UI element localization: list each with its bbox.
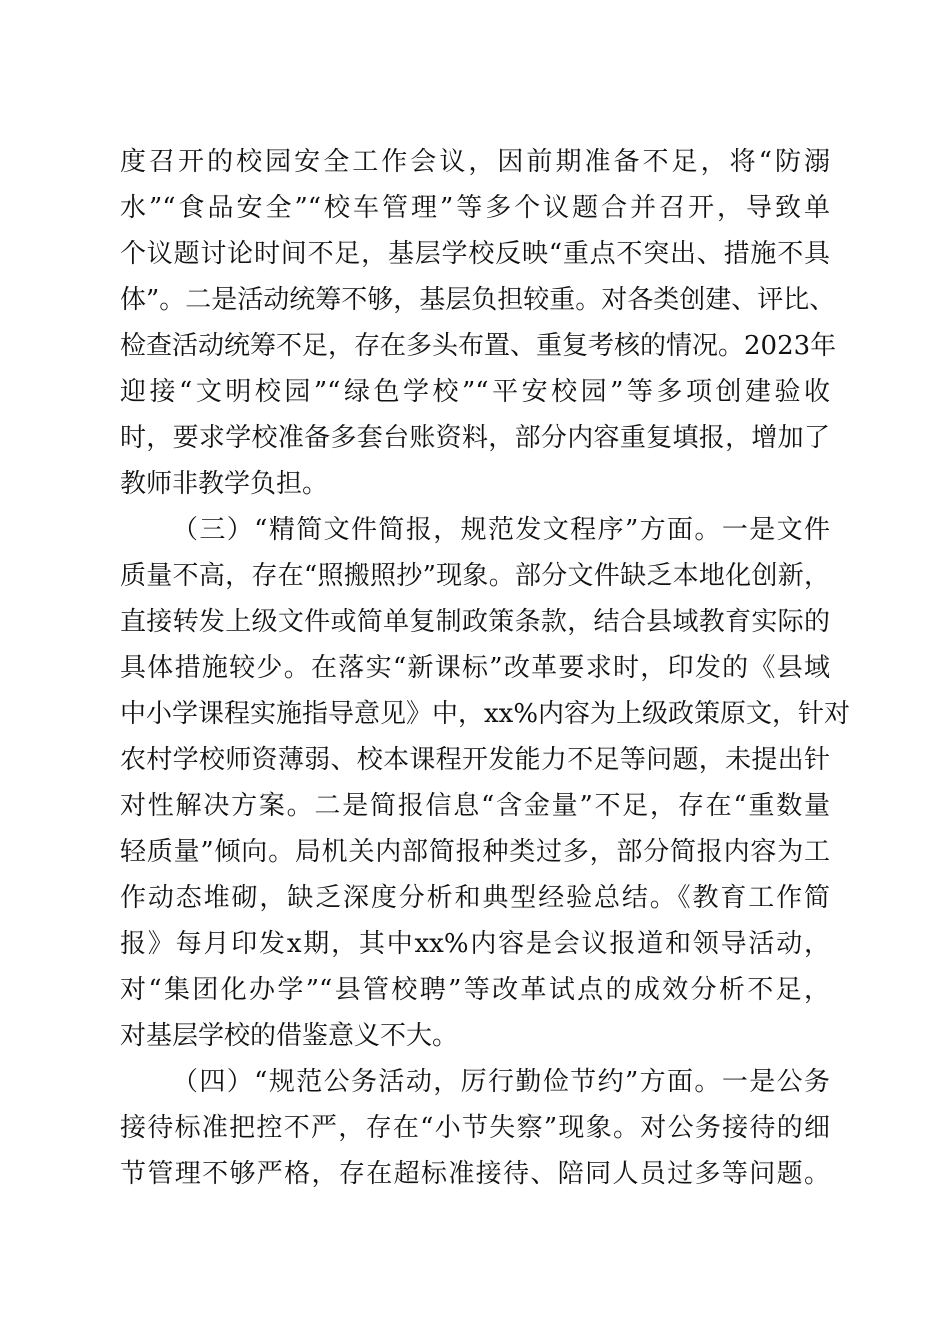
text-line: 节管理不够严格，存在超标准接待、陪同人员过多等问题。 — [120, 1159, 830, 1189]
text-line: 具体措施较少。在落实“新课标”改革要求时，印发的《县域 — [120, 653, 830, 683]
text-line: 体”。二是活动统筹不够，基层负担较重。对各类创建、评比、 — [120, 285, 836, 315]
text-line: 中小学课程实施指导意见》中，xx%内容为上级政策原文，针对 — [120, 699, 851, 729]
text-line: 对“集团化办学”“县管校聘”等改革试点的成效分析不足， — [120, 975, 830, 1005]
text-line: 迎接“文明校园”“绿色学校”“平安校园”等多项创建验收 — [120, 377, 830, 407]
text-line: 度召开的校园安全工作会议，因前期准备不足，将“防溺 — [120, 147, 830, 177]
section-heading-line: （三）“精简文件简报，规范发文程序”方面。一是文件 — [172, 515, 830, 545]
text-line: 对性解决方案。二是简报信息“含金量”不足，存在“重数量 — [120, 791, 830, 821]
text-line: 水”“食品安全”“校车管理”等多个议题合并召开，导致单 — [120, 193, 830, 223]
text-line: 直接转发上级文件或简单复制政策条款，结合县域教育实际的 — [120, 607, 830, 637]
text-line: 农村学校师资薄弱、校本课程开发能力不足等问题，未提出针 — [120, 745, 830, 775]
text-line: 接待标准把控不严，存在“小节失察”现象。对公务接待的细 — [120, 1113, 830, 1143]
text-line: 检查活动统筹不足，存在多头布置、重复考核的情况。2023年 — [120, 331, 837, 361]
text-line: 质量不高，存在“照搬照抄”现象。部分文件缺乏本地化创新， — [120, 561, 830, 591]
text-line: 作动态堆砌，缺乏深度分析和典型经验总结。《教育工作简 — [120, 883, 830, 913]
section-heading-line: （四）“规范公务活动，厉行勤俭节约”方面。一是公务 — [172, 1067, 830, 1097]
text-line: 对基层学校的借鉴意义不大。 — [120, 1021, 459, 1051]
text-line: 教师非教学负担。 — [120, 469, 329, 499]
text-line: 报》每月印发x期，其中xx%内容是会议报道和领导活动， — [120, 929, 830, 959]
text-line: 时，要求学校准备多套台账资料，部分内容重复填报，增加了 — [120, 423, 830, 453]
text-line: 个议题讨论时间不足，基层学校反映“重点不突出、措施不具 — [120, 239, 830, 269]
text-line: 轻质量”倾向。局机关内部简报种类过多，部分简报内容为工 — [120, 837, 830, 867]
